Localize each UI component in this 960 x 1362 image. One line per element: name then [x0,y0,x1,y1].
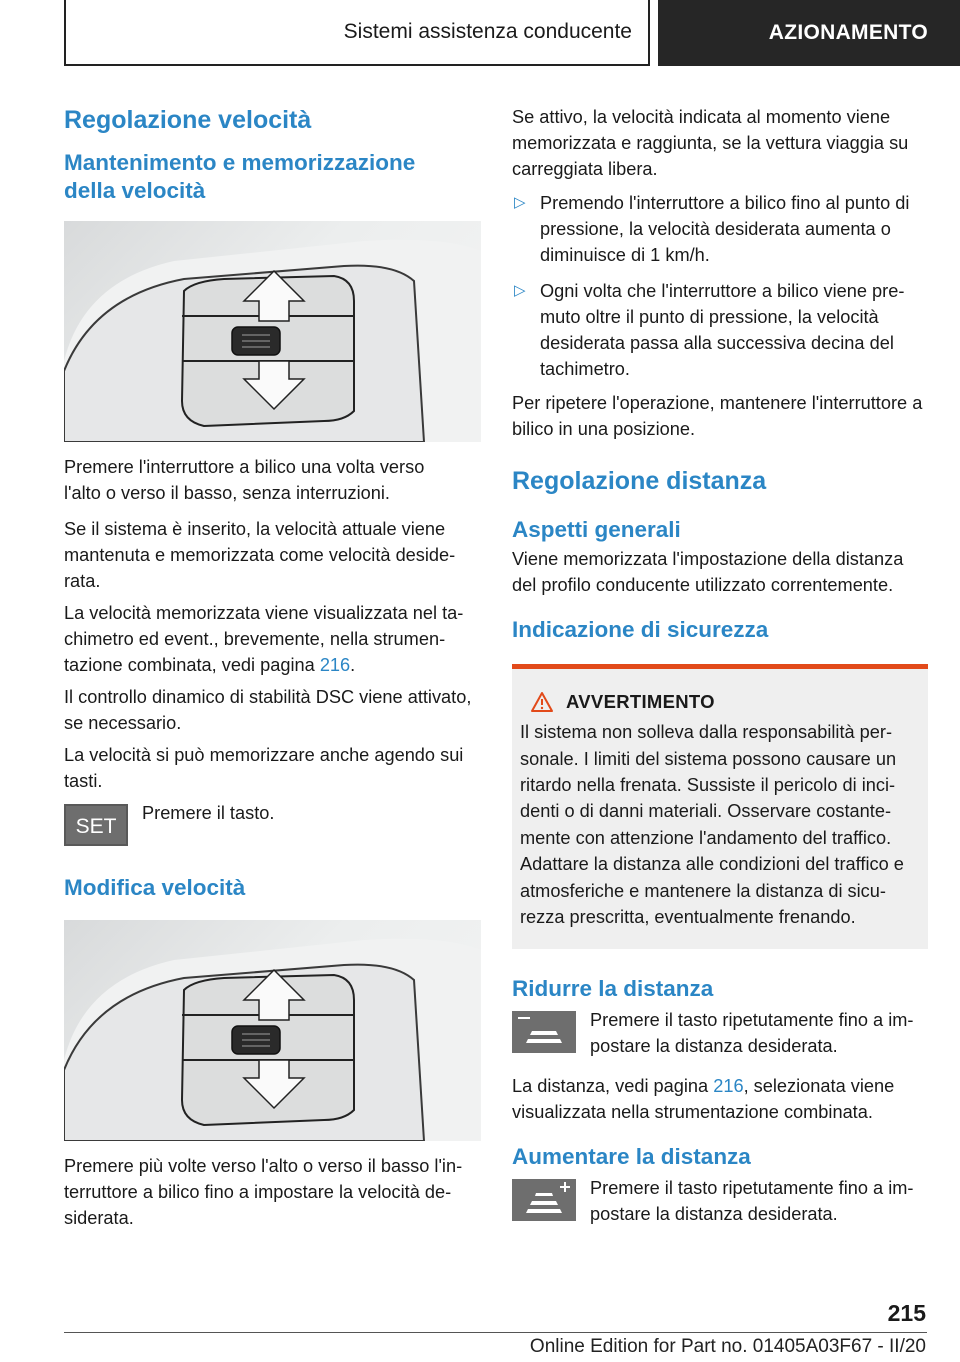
header-section-title: Sistemi assistenza conducente [343,20,632,43]
header-chapter-title: AZIONAMENTO [768,21,928,44]
paragraph-speed-display: La velocità memorizzata viene visualizzata nel tachimetro ed event., brevemente, nella strumentazione combinata, vedi pagina 216. [64,603,464,676]
warning-title: AVVERTIMENTO [566,691,715,713]
subtitle-change-speed: Modifica velocità [64,875,246,901]
warning-triangle-icon [530,691,554,713]
paragraph-dsc: Il controllo dinamico di stabilità DSC viene attivato, se necessario. [64,687,472,734]
warning-header [520,691,914,713]
paragraph-repeat: Per ripetere l'operazione, mantenere l'interruttore a bilico in una posizione. [512,393,923,439]
header-section-tab [64,0,650,66]
steering-wheel-photo-2 [64,920,481,1141]
svg-text:SET: SET [75,815,117,839]
steering-wheel-photo-1 [64,221,481,442]
paragraph-press-repeatedly: Premere più volte verso l'alto o verso il basso l'interruttore a bilico fino a impostare la velocità desiderata. [64,1156,463,1229]
page-link-216[interactable]: 216 [319,655,351,676]
set-button-row [64,804,481,846]
header-chapter-tab [658,0,960,66]
subtitle-maintain-speed: Mantenimento e memorizzazione della velocità [64,150,416,204]
bullet-item-1: ▷ Premendo l'interruttore a bilico fino al punto di pressione, la velocità desiderata aumenta o diminuisce di 1 km/h. [512,190,928,268]
reduce-distance-icon [512,1011,576,1053]
paragraph-distance-display: La distanza, vedi pagina 216, selezionata viene visualizzata nella strumentazione combinata. [512,1075,895,1122]
page-number: 215 [887,1300,926,1326]
triangle-bullet-icon: ▷ [514,282,526,299]
paragraph-system-on: Se il sistema è inserito, la velocità attuale viene mantenuta e memorizzata come velocità desiderata. [64,519,456,592]
paragraph-distance-stored: Viene memorizzata l'impostazione della distanza del profilo conducente utilizzato correntemente. [512,549,904,596]
footer-edition: Online Edition for Part no. 01405A03F67 - II/20 [529,1336,926,1357]
warning-text: Il sistema non solleva dalla responsabilità personale. I limiti del sistema possono causare un ritardo nella frenata. Sussiste il pericolo di incidenti o di danni materiali. Osservare costantemente con attenzione l'andamento del traffico. Adattare la distanza alle condizioni del traffico e atmosferiche e mantenere la distanza di sicurezza prescritta, eventualmente frenando. [520,722,904,928]
section-title-distance: Regolazione distanza [512,467,767,495]
bullet-item-2: ▷ Ogni volta che l'interruttore a bilico viene premuto oltre il punto di pressione, la velocità desiderata passa alla successiva decina del tachimetro. [512,278,928,382]
footer-divider [64,1332,927,1333]
set-button-icon [64,804,128,846]
subtitle-reduce-distance: Ridurre la distanza [512,975,714,1001]
warning-box [512,664,928,948]
subtitle-safety: Indicazione di sicurezza [512,617,769,643]
reduce-distance-text: Premere il tasto ripetutamente fino a impostare la distanza desiderata. [590,1009,914,1056]
section-title-speed: Regolazione velocità [64,106,312,134]
paragraph-press-rocker: Premere l'interruttore a bilico una volta verso l'alto o verso il basso, senza interruzioni. [64,457,425,504]
reduce-distance-row [512,1011,928,1059]
paragraph-store-with-buttons: La velocità si può memorizzare anche agendo sui tasti. [64,745,464,792]
increase-distance-row [512,1179,928,1227]
increase-distance-icon [512,1179,576,1221]
subtitle-general: Aspetti generali [512,517,681,542]
paragraph-if-active: Se attivo, la velocità indicata al momento viene memorizzata e raggiunta, se la vettura viaggia su carreggiata libera. [512,107,909,179]
right-column [512,100,928,1227]
triangle-bullet-icon: ▷ [514,194,526,211]
subtitle-increase-distance: Aumentare la distanza [512,1143,751,1169]
left-column [64,100,481,1231]
set-button-instruction: Premere il tasto. [142,803,275,824]
bullet-list [512,190,928,382]
increase-distance-text: Premere il tasto ripetutamente fino a impostare la distanza desiderata. [590,1177,914,1224]
page-link-216-right[interactable]: 216 [713,1075,744,1096]
